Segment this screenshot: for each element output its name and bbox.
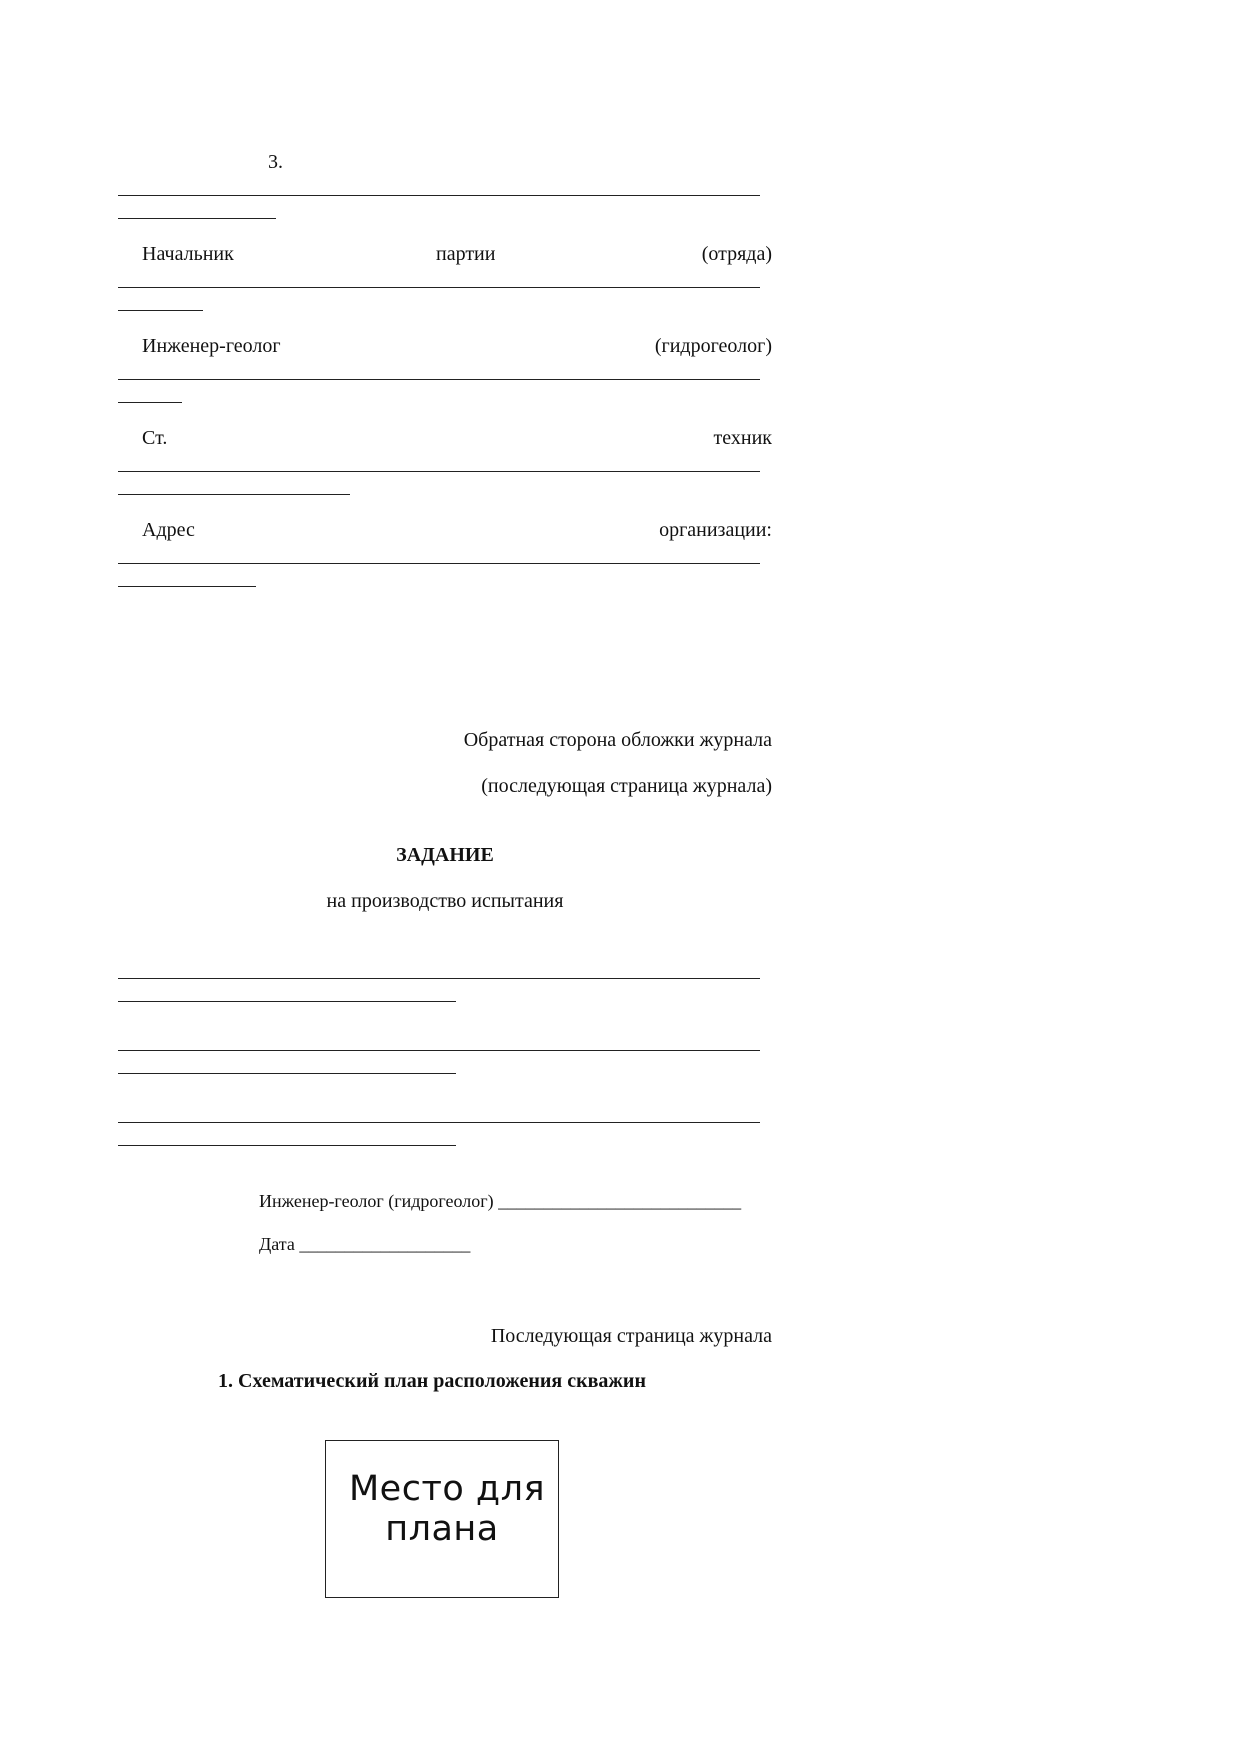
next-page-heading: Последующая страница журнала (490, 1325, 772, 1347)
fill-line (118, 379, 760, 380)
fill-line (118, 1001, 456, 1002)
section-number: 3. (268, 151, 283, 173)
field-label-left: Адрес (142, 519, 195, 541)
fill-line (118, 586, 256, 587)
field-label-left: Ст. (142, 427, 168, 449)
task-subtitle: на производство испытания (326, 890, 564, 912)
plan-placeholder-label (326, 1469, 558, 1549)
fill-line (118, 1122, 760, 1123)
plan-placeholder-box (325, 1440, 559, 1598)
field-label-right: техник (713, 427, 772, 449)
plan-placeholder-line1: Место для (348, 1469, 546, 1509)
cover-back-subheading: (последующая страница журнала) (481, 775, 772, 797)
cover-back-heading: Обратная сторона обложки журнала (463, 729, 772, 751)
field-label-left: Инженер-геолог (142, 335, 281, 357)
engineer-signature-line: Инженер-геолог (гидрогеолог) ___________________________ (259, 1191, 742, 1211)
fill-line (118, 471, 760, 472)
fill-line (118, 402, 182, 403)
field-label-right: (отряда) (701, 243, 772, 265)
fill-line (118, 1073, 456, 1074)
fill-line (118, 1145, 456, 1146)
section-title: 1. Схематический план расположения скважин (218, 1370, 646, 1392)
fill-line (118, 195, 760, 196)
fill-line (118, 310, 203, 311)
plan-placeholder-line2: плана (385, 1509, 499, 1549)
field-label-right: (гидрогеолог) (654, 335, 772, 357)
fill-line (118, 1050, 760, 1051)
fill-line (118, 494, 350, 495)
field-label-right: организации: (659, 519, 772, 541)
field-label-middle: партии (436, 243, 496, 265)
fill-line (118, 563, 760, 564)
task-title: ЗАДАНИЕ (396, 844, 494, 866)
field-label-left: Начальник (142, 243, 234, 265)
fill-line (118, 978, 760, 979)
fill-line (118, 218, 276, 219)
fill-line (118, 287, 760, 288)
date-line: Дата ___________________ (259, 1234, 471, 1254)
